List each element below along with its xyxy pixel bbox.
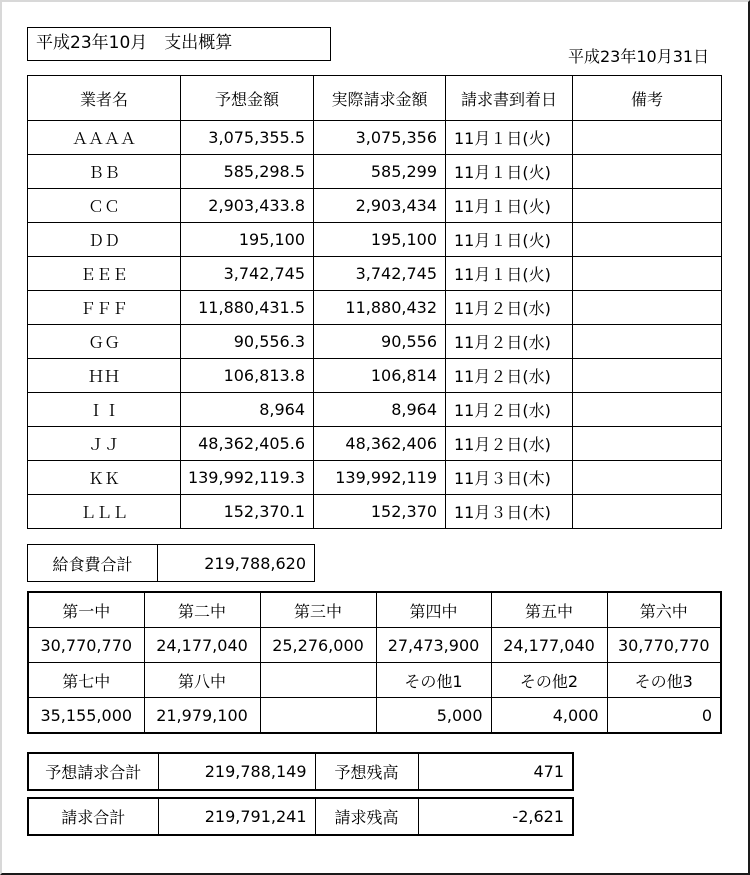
actual-amount: 3,075,356 <box>314 121 446 155</box>
table-row <box>28 461 722 495</box>
table-row <box>28 359 722 393</box>
school-name <box>260 663 376 698</box>
vendor-name: ＫＫ <box>28 461 181 495</box>
vendor-name: ＥＥＥ <box>28 257 181 291</box>
school-amount: 35,155,000 <box>28 698 144 734</box>
table-row <box>28 291 722 325</box>
billing-total-label: 請求合計 <box>28 798 158 835</box>
header-arrival-date: 請求書到着日 <box>446 76 573 121</box>
arrival-date: 11月３日(木) <box>446 461 573 495</box>
header-actual-amount: 実際請求金額 <box>314 76 446 121</box>
school-name: その他2 <box>491 663 607 698</box>
table-row <box>28 257 722 291</box>
table-row <box>28 495 722 529</box>
school-name: 第四中 <box>376 592 491 628</box>
school-amount: 0 <box>607 698 721 734</box>
estimated-balance-value: 471 <box>418 753 573 790</box>
meal-cost-total-label: 給食費合計 <box>28 545 158 582</box>
school-amount: 25,276,000 <box>260 628 376 663</box>
vendor-table <box>27 75 722 529</box>
vendor-name: ＤＤ <box>28 223 181 257</box>
notes-cell <box>573 189 722 223</box>
table-row <box>28 189 722 223</box>
estimated-balance-label: 予想残高 <box>315 753 418 790</box>
actual-amount: 8,964 <box>314 393 446 427</box>
school-name: 第八中 <box>144 663 260 698</box>
notes-cell <box>573 121 722 155</box>
estimated-amount: 195,100 <box>181 223 314 257</box>
estimated-billing-total-label: 予想請求合計 <box>28 753 158 790</box>
estimated-amount: 11,880,431.5 <box>181 291 314 325</box>
notes-cell <box>573 155 722 189</box>
school-table <box>27 591 722 734</box>
estimated-amount: 3,742,745 <box>181 257 314 291</box>
school-amount: 24,177,040 <box>491 628 607 663</box>
notes-cell <box>573 223 722 257</box>
notes-cell <box>573 427 722 461</box>
table-row <box>28 121 722 155</box>
estimated-amount: 139,992,119.3 <box>181 461 314 495</box>
billing-summary-table <box>27 797 574 836</box>
notes-cell <box>573 257 722 291</box>
meal-cost-total-value: 219,788,620 <box>158 545 315 582</box>
school-amount: 30,770,770 <box>28 628 144 663</box>
estimated-amount: 48,362,405.6 <box>181 427 314 461</box>
actual-amount: 48,362,406 <box>314 427 446 461</box>
school-name: 第三中 <box>260 592 376 628</box>
school-name: 第二中 <box>144 592 260 628</box>
school-name: 第五中 <box>491 592 607 628</box>
estimated-summary-table <box>27 752 574 791</box>
notes-cell <box>573 495 722 529</box>
school-name: その他1 <box>376 663 491 698</box>
notes-cell <box>573 291 722 325</box>
header-estimated-amount: 予想金額 <box>181 76 314 121</box>
arrival-date: 11月２日(水) <box>446 325 573 359</box>
vendor-name: ＢＢ <box>28 155 181 189</box>
table-header-row <box>28 76 722 121</box>
table-row <box>28 223 722 257</box>
arrival-date: 11月２日(水) <box>446 291 573 325</box>
estimated-amount: 90,556.3 <box>181 325 314 359</box>
vendor-name: ＦＦＦ <box>28 291 181 325</box>
arrival-date: 11月１日(火) <box>446 257 573 291</box>
school-name-row <box>28 592 721 628</box>
billing-balance-value: -2,621 <box>418 798 573 835</box>
estimated-amount: 152,370.1 <box>181 495 314 529</box>
actual-amount: 2,903,434 <box>314 189 446 223</box>
page-title: 平成23年10月 支出概算 <box>27 27 331 61</box>
school-amount: 27,473,900 <box>376 628 491 663</box>
vendor-name: ＨＨ <box>28 359 181 393</box>
header-vendor: 業者名 <box>28 76 181 121</box>
school-name-row <box>28 663 721 698</box>
vendor-name: ＧＧ <box>28 325 181 359</box>
estimated-amount: 8,964 <box>181 393 314 427</box>
billing-balance-label: 請求残高 <box>315 798 418 835</box>
notes-cell <box>573 393 722 427</box>
arrival-date: 11月２日(水) <box>446 427 573 461</box>
estimated-amount: 2,903,433.8 <box>181 189 314 223</box>
document-date: 平成23年10月31日 <box>568 47 710 66</box>
vendor-name: ＪＪ <box>28 427 181 461</box>
vendor-name: ＣＣ <box>28 189 181 223</box>
estimated-billing-total-value: 219,788,149 <box>158 753 315 790</box>
vendor-name: ＡＡＡＡ <box>28 121 181 155</box>
estimated-amount: 3,075,355.5 <box>181 121 314 155</box>
billing-total-value: 219,791,241 <box>158 798 315 835</box>
table-row <box>28 427 722 461</box>
arrival-date: 11月２日(水) <box>446 359 573 393</box>
notes-cell <box>573 325 722 359</box>
school-amount: 21,979,100 <box>144 698 260 734</box>
meal-cost-total-table <box>27 544 315 582</box>
school-name: その他3 <box>607 663 721 698</box>
school-name: 第六中 <box>607 592 721 628</box>
table-row <box>28 393 722 427</box>
table-row <box>28 155 722 189</box>
estimated-amount: 585,298.5 <box>181 155 314 189</box>
school-amount: 4,000 <box>491 698 607 734</box>
actual-amount: 195,100 <box>314 223 446 257</box>
school-amount: 24,177,040 <box>144 628 260 663</box>
arrival-date: 11月１日(火) <box>446 223 573 257</box>
actual-amount: 3,742,745 <box>314 257 446 291</box>
arrival-date: 11月１日(火) <box>446 155 573 189</box>
school-name: 第一中 <box>28 592 144 628</box>
school-amount <box>260 698 376 734</box>
vendor-name: ＩＩ <box>28 393 181 427</box>
school-value-row <box>28 628 721 663</box>
table-row <box>28 325 722 359</box>
notes-cell <box>573 461 722 495</box>
school-name: 第七中 <box>28 663 144 698</box>
actual-amount: 585,299 <box>314 155 446 189</box>
school-amount: 30,770,770 <box>607 628 721 663</box>
school-value-row <box>28 698 721 734</box>
actual-amount: 139,992,119 <box>314 461 446 495</box>
header-notes: 備考 <box>573 76 722 121</box>
actual-amount: 152,370 <box>314 495 446 529</box>
vendor-name: ＬＬＬ <box>28 495 181 529</box>
arrival-date: 11月２日(水) <box>446 393 573 427</box>
arrival-date: 11月１日(火) <box>446 121 573 155</box>
actual-amount: 106,814 <box>314 359 446 393</box>
actual-amount: 11,880,432 <box>314 291 446 325</box>
arrival-date: 11月１日(火) <box>446 189 573 223</box>
arrival-date: 11月３日(木) <box>446 495 573 529</box>
estimated-amount: 106,813.8 <box>181 359 314 393</box>
notes-cell <box>573 359 722 393</box>
actual-amount: 90,556 <box>314 325 446 359</box>
school-amount: 5,000 <box>376 698 491 734</box>
